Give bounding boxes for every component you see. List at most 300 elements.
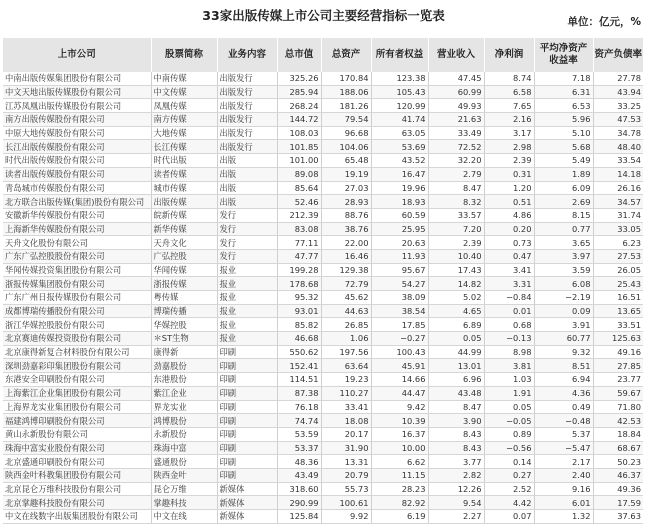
revenue-cell: 8.47 <box>428 181 484 195</box>
net-profit-cell: 7.65 <box>484 99 534 113</box>
company-cell: 深圳劲嘉彩印集团股份有限公司 <box>3 359 151 373</box>
roe-cell: 5.49 <box>534 154 593 168</box>
equity-cell: 38.54 <box>371 304 428 318</box>
business-cell: 印刷 <box>217 427 277 441</box>
table-row <box>3 249 643 263</box>
equity-cell: 95.67 <box>371 263 428 277</box>
market-cap-cell: 87.38 <box>277 386 321 400</box>
roe-cell: 6.09 <box>534 181 593 195</box>
company-cell: 上海新华传媒股份有限公司 <box>3 222 151 236</box>
market-cap-cell: 114.51 <box>277 373 321 387</box>
business-cell: 印刷 <box>217 359 277 373</box>
business-cell: 发行 <box>217 208 277 222</box>
stock-name-cell: 出版传媒 <box>151 195 217 209</box>
net-profit-cell: 0.07 <box>484 510 534 524</box>
net-profit-cell: 0.14 <box>484 455 534 469</box>
company-cell: 中文天地出版传媒股份有限公司 <box>3 85 151 99</box>
table-row <box>3 318 643 332</box>
revenue-cell: 7.20 <box>428 222 484 236</box>
company-cell: 珠海中富实业股份有限公司 <box>3 441 151 455</box>
stock-name-cell: 珠海中富 <box>151 441 217 455</box>
company-cell: 成都博瑞传播股份有限公司 <box>3 304 151 318</box>
revenue-cell: 8.47 <box>428 400 484 414</box>
table-row <box>3 386 643 400</box>
equity-cell: 105.43 <box>371 85 428 99</box>
header-business: 业务内容 <box>217 38 277 72</box>
equity-cell: 63.05 <box>371 126 428 140</box>
roe-cell: 7.18 <box>534 72 593 85</box>
company-cell: 中南出版传媒集团股份有限公司 <box>3 72 151 85</box>
roe-cell: −5.47 <box>534 441 593 455</box>
header-net-profit: 净利润 <box>484 38 534 72</box>
stock-name-cell: 鸿博股份 <box>151 414 217 428</box>
roe-cell: −0.48 <box>534 414 593 428</box>
debt-ratio-cell: 33.51 <box>593 318 643 332</box>
business-cell: 报业 <box>217 291 277 305</box>
equity-cell: 41.74 <box>371 113 428 127</box>
roe-cell: 9.32 <box>534 345 593 359</box>
stock-name-cell: 读者传媒 <box>151 167 217 181</box>
total-assets-cell: 197.56 <box>321 345 371 359</box>
total-assets-cell: 129.38 <box>321 263 371 277</box>
revenue-cell: 2.82 <box>428 468 484 482</box>
header-revenue: 营业收入 <box>428 38 484 72</box>
equity-cell: 10.00 <box>371 441 428 455</box>
market-cap-cell: 89.08 <box>277 167 321 181</box>
market-cap-cell: 48.36 <box>277 455 321 469</box>
revenue-cell: 49.93 <box>428 99 484 113</box>
total-assets-cell: 31.90 <box>321 441 371 455</box>
business-cell: 报业 <box>217 277 277 291</box>
stock-name-cell: 中南传媒 <box>151 72 217 85</box>
debt-ratio-cell: 43.94 <box>593 85 643 99</box>
total-assets-cell: 19.23 <box>321 373 371 387</box>
revenue-cell: 5.02 <box>428 291 484 305</box>
roe-cell: 5.68 <box>534 140 593 154</box>
table-body <box>3 72 643 523</box>
company-cell: 东港安全印刷股份有限公司 <box>3 373 151 387</box>
roe-cell: 3.65 <box>534 236 593 250</box>
stock-name-cell: 粤传媒 <box>151 291 217 305</box>
total-assets-cell: 26.85 <box>321 318 371 332</box>
equity-cell: 60.59 <box>371 208 428 222</box>
net-profit-cell: 0.05 <box>484 400 534 414</box>
net-profit-cell: −0.05 <box>484 414 534 428</box>
net-profit-cell: 1.20 <box>484 181 534 195</box>
debt-ratio-cell: 14.18 <box>593 167 643 181</box>
revenue-cell: 12.26 <box>428 482 484 496</box>
header-roe-line2: 收益率 <box>549 55 578 66</box>
company-cell: 天舟文化股份有限公司 <box>3 236 151 250</box>
equity-cell: 100.43 <box>371 345 428 359</box>
table-row <box>3 359 643 373</box>
business-cell: 印刷 <box>217 455 277 469</box>
roe-cell: 6.53 <box>534 99 593 113</box>
total-assets-cell: 18.08 <box>321 414 371 428</box>
business-cell: 出版 <box>217 181 277 195</box>
market-cap-cell: 152.41 <box>277 359 321 373</box>
net-profit-cell: 2.16 <box>484 113 534 127</box>
table-row <box>3 441 643 455</box>
business-cell: 印刷 <box>217 400 277 414</box>
company-cell: 北京掌趣科技股份有限公司 <box>3 496 151 510</box>
stock-name-cell: 城市传媒 <box>151 181 217 195</box>
total-assets-cell: 33.41 <box>321 400 371 414</box>
net-profit-cell: 0.89 <box>484 427 534 441</box>
business-cell: 印刷 <box>217 345 277 359</box>
roe-cell: 0.77 <box>534 222 593 236</box>
market-cap-cell: 83.08 <box>277 222 321 236</box>
market-cap-cell: 53.37 <box>277 441 321 455</box>
net-profit-cell: 2.98 <box>484 140 534 154</box>
revenue-cell: 21.63 <box>428 113 484 127</box>
debt-ratio-cell: 50.23 <box>593 455 643 469</box>
revenue-cell: 14.82 <box>428 277 484 291</box>
debt-ratio-cell: 48.40 <box>593 140 643 154</box>
debt-ratio-cell: 34.57 <box>593 195 643 209</box>
equity-cell: 18.93 <box>371 195 428 209</box>
equity-cell: 16.37 <box>371 427 428 441</box>
net-profit-cell: 4.42 <box>484 496 534 510</box>
debt-ratio-cell: 37.63 <box>593 510 643 524</box>
market-cap-cell: 178.68 <box>277 277 321 291</box>
table-row <box>3 455 643 469</box>
net-profit-cell: 2.52 <box>484 482 534 496</box>
table-row <box>3 113 643 127</box>
roe-cell: 6.08 <box>534 277 593 291</box>
equity-cell: 6.19 <box>371 510 428 524</box>
business-cell: 出版发行 <box>217 140 277 154</box>
equity-cell: 38.09 <box>371 291 428 305</box>
revenue-cell: 72.52 <box>428 140 484 154</box>
debt-ratio-cell: 31.74 <box>593 208 643 222</box>
total-assets-cell: 27.03 <box>321 181 371 195</box>
total-assets-cell: 16.46 <box>321 249 371 263</box>
table-title: 33家出版传媒上市公司主要经营指标一览表 <box>202 8 445 23</box>
market-cap-cell: 212.39 <box>277 208 321 222</box>
roe-cell: 6.94 <box>534 373 593 387</box>
revenue-cell: 8.43 <box>428 441 484 455</box>
equity-cell: 54.27 <box>371 277 428 291</box>
stock-name-cell: 盛通股份 <box>151 455 217 469</box>
revenue-cell: 4.65 <box>428 304 484 318</box>
debt-ratio-cell: 42.53 <box>593 414 643 428</box>
stock-name-cell: 时代出版 <box>151 154 217 168</box>
equity-cell: 123.38 <box>371 72 428 85</box>
market-cap-cell: 550.62 <box>277 345 321 359</box>
stock-name-cell: 天舟文化 <box>151 236 217 250</box>
net-profit-cell: −0.56 <box>484 441 534 455</box>
market-cap-cell: 290.99 <box>277 496 321 510</box>
net-profit-cell: 0.73 <box>484 236 534 250</box>
total-assets-cell: 79.54 <box>321 113 371 127</box>
total-assets-cell: 20.17 <box>321 427 371 441</box>
debt-ratio-cell: 59.67 <box>593 386 643 400</box>
stock-name-cell: 南方传媒 <box>151 113 217 127</box>
business-cell: 发行 <box>217 249 277 263</box>
equity-cell: 44.47 <box>371 386 428 400</box>
table-row <box>3 263 643 277</box>
market-cap-cell: 199.28 <box>277 263 321 277</box>
table-row <box>3 277 643 291</box>
stock-name-cell: ＊ST生物 <box>151 332 217 346</box>
net-profit-cell: 4.86 <box>484 208 534 222</box>
header-roe <box>534 38 593 72</box>
header-market-cap: 总市值 <box>277 38 321 72</box>
debt-ratio-cell: 49.16 <box>593 345 643 359</box>
equity-cell: 16.47 <box>371 167 428 181</box>
total-assets-cell: 63.64 <box>321 359 371 373</box>
business-cell: 新媒体 <box>217 510 277 524</box>
total-assets-cell: 188.06 <box>321 85 371 99</box>
unit-label: 单位：亿元，% <box>567 16 641 28</box>
total-assets-cell: 65.48 <box>321 154 371 168</box>
equity-cell: 14.66 <box>371 373 428 387</box>
net-profit-cell: 0.27 <box>484 468 534 482</box>
stock-name-cell: 劲嘉股份 <box>151 359 217 373</box>
debt-ratio-cell: 27.85 <box>593 359 643 373</box>
stock-name-cell: 博瑞传播 <box>151 304 217 318</box>
total-assets-cell: 96.68 <box>321 126 371 140</box>
equity-cell: 28.23 <box>371 482 428 496</box>
equity-cell: 17.85 <box>371 318 428 332</box>
company-cell: 青岛城市传媒股份有限公司 <box>3 181 151 195</box>
table-row <box>3 304 643 318</box>
revenue-cell: 33.49 <box>428 126 484 140</box>
company-cell: 广东广州日报传媒股份有限公司 <box>3 291 151 305</box>
business-cell: 印刷 <box>217 468 277 482</box>
business-cell: 印刷 <box>217 373 277 387</box>
market-cap-cell: 268.24 <box>277 99 321 113</box>
revenue-cell: 8.43 <box>428 427 484 441</box>
stock-name-cell: 华媒控股 <box>151 318 217 332</box>
net-profit-cell: 0.01 <box>484 304 534 318</box>
market-cap-cell: 144.72 <box>277 113 321 127</box>
market-cap-cell: 101.00 <box>277 154 321 168</box>
net-profit-cell: 3.31 <box>484 277 534 291</box>
revenue-cell: 6.96 <box>428 373 484 387</box>
stock-name-cell: 大地传媒 <box>151 126 217 140</box>
table-row <box>3 236 643 250</box>
revenue-cell: 3.77 <box>428 455 484 469</box>
stock-name-cell: 永新股份 <box>151 427 217 441</box>
roe-cell: 0.09 <box>534 304 593 318</box>
business-cell: 报业 <box>217 318 277 332</box>
debt-ratio-cell: 16.51 <box>593 291 643 305</box>
debt-ratio-cell: 18.84 <box>593 427 643 441</box>
company-cell: 北京盛通印刷股份有限公司 <box>3 455 151 469</box>
company-cell: 北京昆仑万维科技股份有限公司 <box>3 482 151 496</box>
equity-cell: 82.92 <box>371 496 428 510</box>
net-profit-cell: 2.39 <box>484 154 534 168</box>
roe-cell: 4.36 <box>534 386 593 400</box>
company-cell: 安徽新华传媒股份有限公司 <box>3 208 151 222</box>
company-cell: 中原大地传媒股份有限公司 <box>3 126 151 140</box>
total-assets-cell: 44.63 <box>321 304 371 318</box>
indicator-table <box>3 38 643 524</box>
company-cell: 浙江华媒控股股份有限公司 <box>3 318 151 332</box>
roe-cell: 2.40 <box>534 468 593 482</box>
company-cell: 广东广弘控股股份有限公司 <box>3 249 151 263</box>
revenue-cell: 60.99 <box>428 85 484 99</box>
market-cap-cell: 53.59 <box>277 427 321 441</box>
company-cell: 黄山永新股份有限公司 <box>3 427 151 441</box>
revenue-cell: 9.54 <box>428 496 484 510</box>
stock-name-cell: 中文在线 <box>151 510 217 524</box>
debt-ratio-cell: 17.59 <box>593 496 643 510</box>
company-cell: 读者出版传媒股份有限公司 <box>3 167 151 181</box>
revenue-cell: 32.20 <box>428 154 484 168</box>
business-cell: 出版 <box>217 154 277 168</box>
total-assets-cell: 38.76 <box>321 222 371 236</box>
table-row <box>3 468 643 482</box>
revenue-cell: 13.01 <box>428 359 484 373</box>
roe-cell: 3.97 <box>534 249 593 263</box>
net-profit-cell: −0.84 <box>484 291 534 305</box>
debt-ratio-cell: 25.43 <box>593 277 643 291</box>
market-cap-cell: 285.94 <box>277 85 321 99</box>
net-profit-cell: 1.03 <box>484 373 534 387</box>
table-row <box>3 154 643 168</box>
debt-ratio-cell: 71.80 <box>593 400 643 414</box>
business-cell: 报业 <box>217 263 277 277</box>
company-cell: 福建鸿博印刷股份有限公司 <box>3 414 151 428</box>
total-assets-cell: 181.26 <box>321 99 371 113</box>
equity-cell: 19.96 <box>371 181 428 195</box>
debt-ratio-cell: 68.67 <box>593 441 643 455</box>
net-profit-cell: 0.47 <box>484 249 534 263</box>
business-cell: 发行 <box>217 236 277 250</box>
market-cap-cell: 101.85 <box>277 140 321 154</box>
roe-cell: 9.16 <box>534 482 593 496</box>
revenue-cell: 33.57 <box>428 208 484 222</box>
total-assets-cell: 9.92 <box>321 510 371 524</box>
total-assets-cell: 20.79 <box>321 468 371 482</box>
total-assets-cell: 100.61 <box>321 496 371 510</box>
table-header-row <box>3 38 643 72</box>
header-company: 上市公司 <box>3 38 151 72</box>
roe-cell: 5.96 <box>534 113 593 127</box>
debt-ratio-cell: 33.54 <box>593 154 643 168</box>
roe-cell: 2.17 <box>534 455 593 469</box>
net-profit-cell: −0.13 <box>484 332 534 346</box>
equity-cell: −0.27 <box>371 332 428 346</box>
business-cell: 出版发行 <box>217 85 277 99</box>
stock-name-cell: 长江传媒 <box>151 140 217 154</box>
header-roe-line1: 平均净资产 <box>539 43 588 54</box>
revenue-cell: 3.90 <box>428 414 484 428</box>
table-row <box>3 181 643 195</box>
business-cell: 出版发行 <box>217 72 277 85</box>
debt-ratio-cell: 23.77 <box>593 373 643 387</box>
net-profit-cell: 0.68 <box>484 318 534 332</box>
revenue-cell: 44.99 <box>428 345 484 359</box>
stock-name-cell: 紫江企业 <box>151 386 217 400</box>
stock-name-cell: 华闻传媒 <box>151 263 217 277</box>
company-cell: 南方出版传媒股份有限公司 <box>3 113 151 127</box>
equity-cell: 20.63 <box>371 236 428 250</box>
market-cap-cell: 318.60 <box>277 482 321 496</box>
equity-cell: 120.99 <box>371 99 428 113</box>
net-profit-cell: 3.81 <box>484 359 534 373</box>
table-row <box>3 291 643 305</box>
debt-ratio-cell: 34.78 <box>593 126 643 140</box>
market-cap-cell: 125.84 <box>277 510 321 524</box>
stock-name-cell: 浙报传媒 <box>151 277 217 291</box>
table-row <box>3 167 643 181</box>
debt-ratio-cell: 26.05 <box>593 263 643 277</box>
total-assets-cell: 22.00 <box>321 236 371 250</box>
market-cap-cell: 43.49 <box>277 468 321 482</box>
business-cell: 印刷 <box>217 414 277 428</box>
revenue-cell: 47.45 <box>428 72 484 85</box>
revenue-cell: 2.39 <box>428 236 484 250</box>
net-profit-cell: 8.74 <box>484 72 534 85</box>
debt-ratio-cell: 6.23 <box>593 236 643 250</box>
table-row <box>3 496 643 510</box>
market-cap-cell: 52.46 <box>277 195 321 209</box>
equity-cell: 6.62 <box>371 455 428 469</box>
stock-name-cell: 广弘控股 <box>151 249 217 263</box>
table-row <box>3 427 643 441</box>
business-cell: 出版 <box>217 167 277 181</box>
table-row <box>3 195 643 209</box>
company-cell: 时代出版传媒股份有限公司 <box>3 154 151 168</box>
header-equity: 所有者权益 <box>371 38 428 72</box>
table-row <box>3 400 643 414</box>
revenue-cell: 6.89 <box>428 318 484 332</box>
roe-cell: 8.51 <box>534 359 593 373</box>
market-cap-cell: 74.74 <box>277 414 321 428</box>
table-row <box>3 345 643 359</box>
business-cell: 发行 <box>217 222 277 236</box>
roe-cell: 1.89 <box>534 167 593 181</box>
market-cap-cell: 77.11 <box>277 236 321 250</box>
debt-ratio-cell: 33.25 <box>593 99 643 113</box>
stock-name-cell: 昆仑万维 <box>151 482 217 496</box>
total-assets-cell: 110.27 <box>321 386 371 400</box>
market-cap-cell: 85.82 <box>277 318 321 332</box>
equity-cell: 9.42 <box>371 400 428 414</box>
company-cell: 陕西金叶科教集团股份有限公司 <box>3 468 151 482</box>
stock-name-cell: 康得新 <box>151 345 217 359</box>
roe-cell: 6.31 <box>534 85 593 99</box>
header-stock-name: 股票简称 <box>151 38 217 72</box>
business-cell: 出版发行 <box>217 113 277 127</box>
debt-ratio-cell: 27.53 <box>593 249 643 263</box>
business-cell: 新媒体 <box>217 482 277 496</box>
total-assets-cell: 45.62 <box>321 291 371 305</box>
company-cell: 江苏凤凰出版传媒股份有限公司 <box>3 99 151 113</box>
debt-ratio-cell: 33.05 <box>593 222 643 236</box>
company-cell: 北方联合出版传媒(集团)股份有限公司 <box>3 195 151 209</box>
roe-cell: 5.10 <box>534 126 593 140</box>
debt-ratio-cell: 47.53 <box>593 113 643 127</box>
revenue-cell: 17.43 <box>428 263 484 277</box>
company-cell: 北京康得新复合材料股份有限公司 <box>3 345 151 359</box>
business-cell: 印刷 <box>217 441 277 455</box>
equity-cell: 25.95 <box>371 222 428 236</box>
stock-name-cell: 凤凰传媒 <box>151 99 217 113</box>
company-cell: 长江出版传媒股份有限公司 <box>3 140 151 154</box>
total-assets-cell: 1.06 <box>321 332 371 346</box>
net-profit-cell: 0.51 <box>484 195 534 209</box>
company-cell: 中文在线数字出版集团股份有限公司 <box>3 510 151 524</box>
market-cap-cell: 76.18 <box>277 400 321 414</box>
market-cap-cell: 47.77 <box>277 249 321 263</box>
equity-cell: 43.52 <box>371 154 428 168</box>
table-row <box>3 208 643 222</box>
